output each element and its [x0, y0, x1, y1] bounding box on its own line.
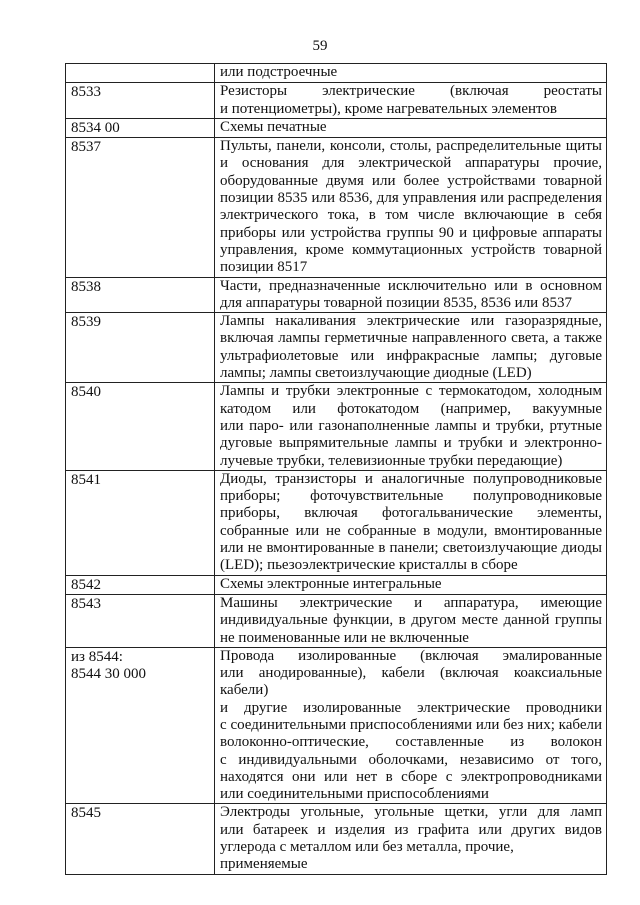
description-cell — [215, 118, 607, 137]
description-line: приборы; фоточувствительные полупроводниковые — [220, 488, 602, 505]
code-text: 8542 — [71, 576, 101, 593]
description-cell — [215, 647, 607, 804]
table-row — [66, 313, 607, 383]
code-cell — [66, 804, 215, 874]
code-text: 8541 — [71, 471, 101, 488]
description-line: Лампы накаливания электрические или газоразрядные, — [220, 313, 602, 330]
description-line: или паро- или газонаполненные лампы и трубки, ртутные — [220, 417, 602, 434]
description-line: Лампы и трубки электронные с термокатодом, холодным — [220, 383, 602, 400]
description-line: Резисторы электрические (включая реостаты — [220, 83, 602, 100]
code-text: 8538 — [71, 278, 101, 295]
code-cell — [66, 647, 215, 804]
code-text — [71, 65, 211, 82]
description-line: Электроды угольные, угольные щетки, угли для ламп — [220, 804, 602, 821]
code-cell — [66, 470, 215, 575]
table-row — [66, 64, 607, 83]
code-text: 8544 30 000 — [71, 666, 146, 683]
description-line: приборы или устройства группы 90 и цифровые аппараты — [220, 224, 602, 241]
description-line: собранные или не собранные в модули, вмонтированные — [220, 522, 602, 539]
description-line: Провода изолированные (включая эмалированные — [220, 647, 602, 664]
description-line: или батареек и изделия из графита или других видов — [220, 821, 602, 838]
description-line: или анодированные), кабели (включая коаксиальные кабели) — [220, 665, 602, 699]
code-cell — [66, 138, 215, 277]
description-line: Машины электрические и аппаратура, имеющие — [220, 594, 602, 611]
description-line: позиции 8535 или 8536, для управления или распределения — [220, 190, 602, 207]
description-line: лучевые трубки, телевизионные трубки передающие) — [220, 452, 563, 469]
description-line: (LED); пьезоэлектрические кристаллы в сборе — [220, 557, 518, 574]
description-line: находятся они или нет в сборе с электропроводниками — [220, 768, 602, 785]
code-cell — [66, 277, 215, 313]
description-line: ультрафиолетовые или инфракрасные лампы; дуговые — [220, 347, 602, 364]
description-cell — [215, 277, 607, 313]
code-text: 8533 — [71, 84, 101, 101]
description-line: для аппаратуры товарной позиции 8535, 8536 или 8537 — [220, 294, 572, 311]
description-cell — [215, 470, 607, 575]
description-line: и потенциометры), кроме нагревательных элементов — [220, 100, 557, 117]
description-line: Схемы печатные — [220, 118, 327, 135]
description-line: управления, кроме коммутационных устройств товарной — [220, 241, 602, 258]
description-cell — [215, 594, 607, 647]
description-cell — [215, 575, 607, 594]
description-line: с соединительными приспособлениями или без них; кабели — [220, 716, 602, 733]
description-line: и другие изолированные электрические проводники — [220, 699, 602, 716]
description-line: с индивидуальными оболочками, независимо от того, — [220, 751, 602, 768]
description-line: не поименованные или не включенные — [220, 629, 469, 646]
description-line: лампы; лампы светоизлучающие диодные (LED) — [220, 365, 532, 382]
description-line: или не вмонтированные в панели; светоизлучающие диоды — [220, 540, 602, 557]
code-text: из 8544: — [71, 648, 123, 665]
code-cell — [66, 383, 215, 470]
code-cell — [66, 118, 215, 137]
code-text: 8545 — [71, 805, 101, 822]
table-row — [66, 138, 607, 277]
table-row — [66, 277, 607, 313]
description-cell — [215, 313, 607, 383]
description-line: или подстроечные — [220, 64, 338, 80]
table-body — [66, 64, 607, 875]
table-row — [66, 470, 607, 575]
description-line: включая лампы герметичные направленного света, а также — [220, 330, 602, 347]
description-line: оборудованные двумя или более устройствами товарной — [220, 172, 602, 189]
description-line: индивидуальные функции, в другом месте данной группы — [220, 612, 602, 629]
description-line: Схемы электронные интегральные — [220, 575, 442, 592]
description-line: приборы, включая фотогальванические элементы, — [220, 505, 602, 522]
code-text: 8537 — [71, 139, 101, 156]
description-line: Пульты, панели, консоли, столы, распределительные щиты — [220, 138, 602, 155]
description-line: дуговые выпрямительные лампы и трубки и электронно- — [220, 435, 602, 452]
description-line: Диоды, транзисторы и аналогичные полупроводниковые — [220, 470, 602, 487]
description-line: позиции 8517 — [220, 259, 308, 276]
description-line: углерода с металлом или без металла, прочие, применяемые — [220, 839, 514, 873]
code-cell — [66, 64, 215, 83]
description-line: катодом или фотокатодом (например, вакуумные — [220, 400, 602, 417]
code-cell — [66, 575, 215, 594]
code-cell — [66, 83, 215, 119]
code-text: 8534 00 — [71, 119, 120, 136]
description-line: Части, предназначенные исключительно или в основном — [220, 277, 602, 294]
tariff-code-table — [65, 63, 607, 875]
table-row — [66, 804, 607, 874]
table-row — [66, 594, 607, 647]
table-row — [66, 383, 607, 470]
description-cell — [215, 804, 607, 874]
code-cell — [66, 313, 215, 383]
code-text: 8543 — [71, 595, 101, 612]
description-line: электрического тока, в том числе включающие в себя — [220, 207, 602, 224]
description-cell — [215, 83, 607, 119]
code-text: 8539 — [71, 314, 101, 331]
code-text: 8540 — [71, 384, 101, 401]
description-line: или соединительными приспособлениями — [220, 786, 489, 803]
description-cell — [215, 138, 607, 277]
table-row — [66, 118, 607, 137]
description-line: волоконно-оптические, составленные из волокон — [220, 734, 602, 751]
page-number: 59 — [312, 38, 328, 54]
table-row — [66, 575, 607, 594]
description-cell — [215, 64, 607, 83]
table-row — [66, 647, 607, 804]
description-cell — [215, 383, 607, 470]
table-row — [66, 83, 607, 119]
code-cell — [66, 594, 215, 647]
description-line: и основания для электрической аппаратуры прочие, — [220, 155, 602, 172]
